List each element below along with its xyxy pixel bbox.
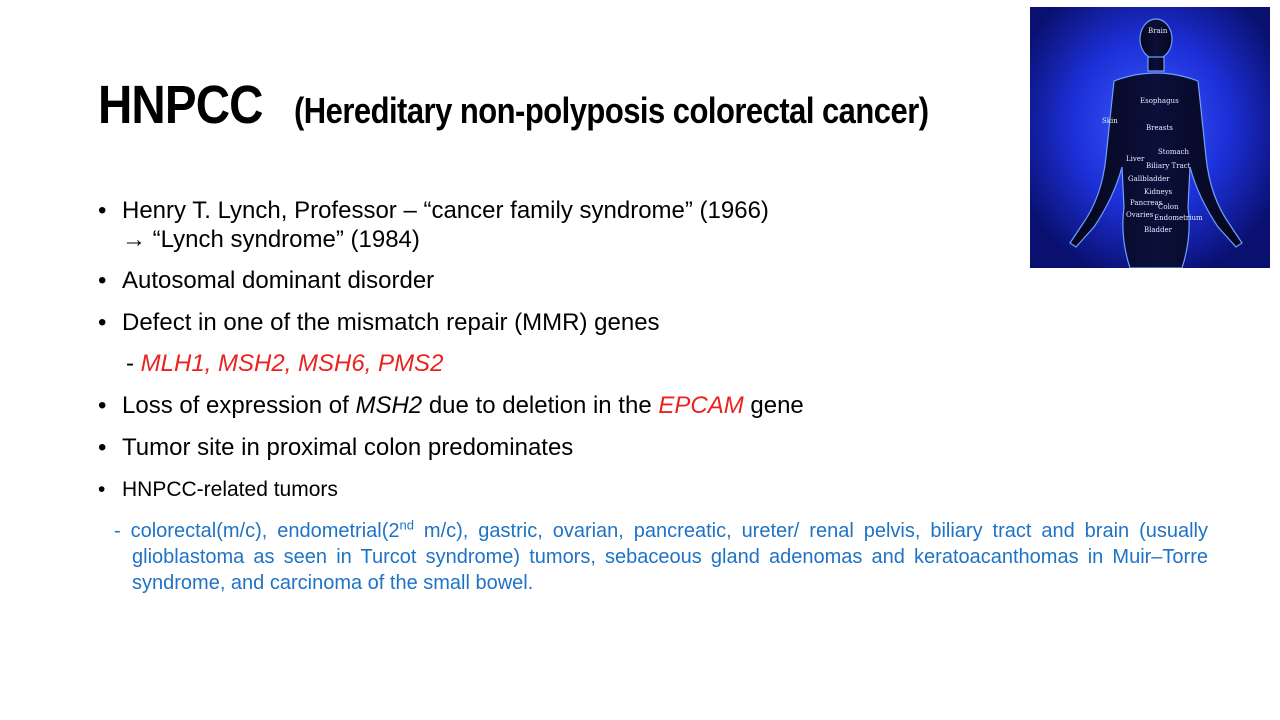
- bullet-text: HNPCC-related tumors: [122, 478, 338, 501]
- arrow-icon: →: [122, 226, 146, 253]
- bullet-epcam: [98, 391, 1198, 420]
- figure-label: Skin: [1102, 117, 1118, 125]
- figure-label: Endometrium: [1154, 214, 1203, 222]
- gene-epcam: EPCAM: [658, 392, 744, 419]
- slide-title: [98, 74, 1032, 136]
- figure-label: Ovaries: [1126, 211, 1154, 219]
- bullet-related-tumors: [98, 475, 1198, 504]
- figure-label: Liver: [1126, 155, 1145, 163]
- body-illustration: [1030, 7, 1270, 268]
- bullet-dot: •: [98, 434, 107, 461]
- bullet-autosomal: [98, 266, 1198, 295]
- bullet-dot: •: [98, 309, 107, 336]
- tumor-list: [114, 518, 1208, 596]
- figure-label: Esophagus: [1140, 97, 1179, 105]
- figure-label: Colon: [1158, 203, 1179, 211]
- figure-label: Biliary Tract: [1146, 162, 1191, 170]
- bullet-tumor-site: [98, 433, 1198, 462]
- bullet-text: Defect in one of the mismatch repair (MMR) genes: [122, 309, 660, 336]
- bullet-text: Loss of expression of: [122, 392, 356, 419]
- bullet-text: due to deletion in the: [422, 392, 659, 419]
- figure-label: Kidneys: [1144, 188, 1173, 196]
- bullet-dot: •: [98, 392, 107, 419]
- figure-label: Pancreas: [1130, 199, 1163, 207]
- gene-names: MLH1, MSH2, MSH6, PMS2: [140, 350, 444, 377]
- figure-label: Bladder: [1144, 226, 1173, 234]
- title-subtitle: (Hereditary non-polyposis colorectal cancer): [293, 90, 929, 131]
- body-cancer-sites-image: [1030, 7, 1270, 268]
- bullet-text: Henry T. Lynch, Professor – “cancer family syndrome” (1966): [122, 197, 769, 224]
- bullet-mmr: [98, 308, 1198, 337]
- figure-label: Breasts: [1146, 124, 1173, 132]
- figure-label: Brain: [1148, 27, 1168, 35]
- figure-label: Gallbladder: [1128, 175, 1170, 183]
- gene-dash: -: [126, 350, 134, 377]
- title-main: HNPCC: [98, 75, 263, 135]
- bullet-text-continued: → “Lynch syndrome” (1984): [122, 226, 420, 253]
- bullet-text: Autosomal dominant disorder: [122, 267, 435, 294]
- bullet-text: Tumor site in proximal colon predominates: [122, 434, 574, 461]
- gene-msh2: MSH2: [355, 392, 423, 419]
- tumor-text: - colorectal(m/c), endometrial(2: [114, 520, 400, 542]
- bullet-text: gene: [743, 392, 804, 419]
- bullet-dot: •: [98, 197, 107, 224]
- figure-label: Stomach: [1158, 148, 1190, 156]
- bullet-dot: •: [98, 267, 107, 294]
- tumor-text: m/c), gastric, ovarian, pancreatic, ureter/ renal pelvis, biliary tract and brain (usually glioblastoma as seen in Turcot syndrome) tumors, sebaceous gland adenomas and keratoacanthomas in Muir–Torre syndrome, and carcinoma of the small bowel.: [132, 520, 1208, 594]
- superscript: nd: [399, 517, 414, 533]
- gene-list: [98, 349, 1198, 378]
- bullet-dot: •: [98, 478, 106, 501]
